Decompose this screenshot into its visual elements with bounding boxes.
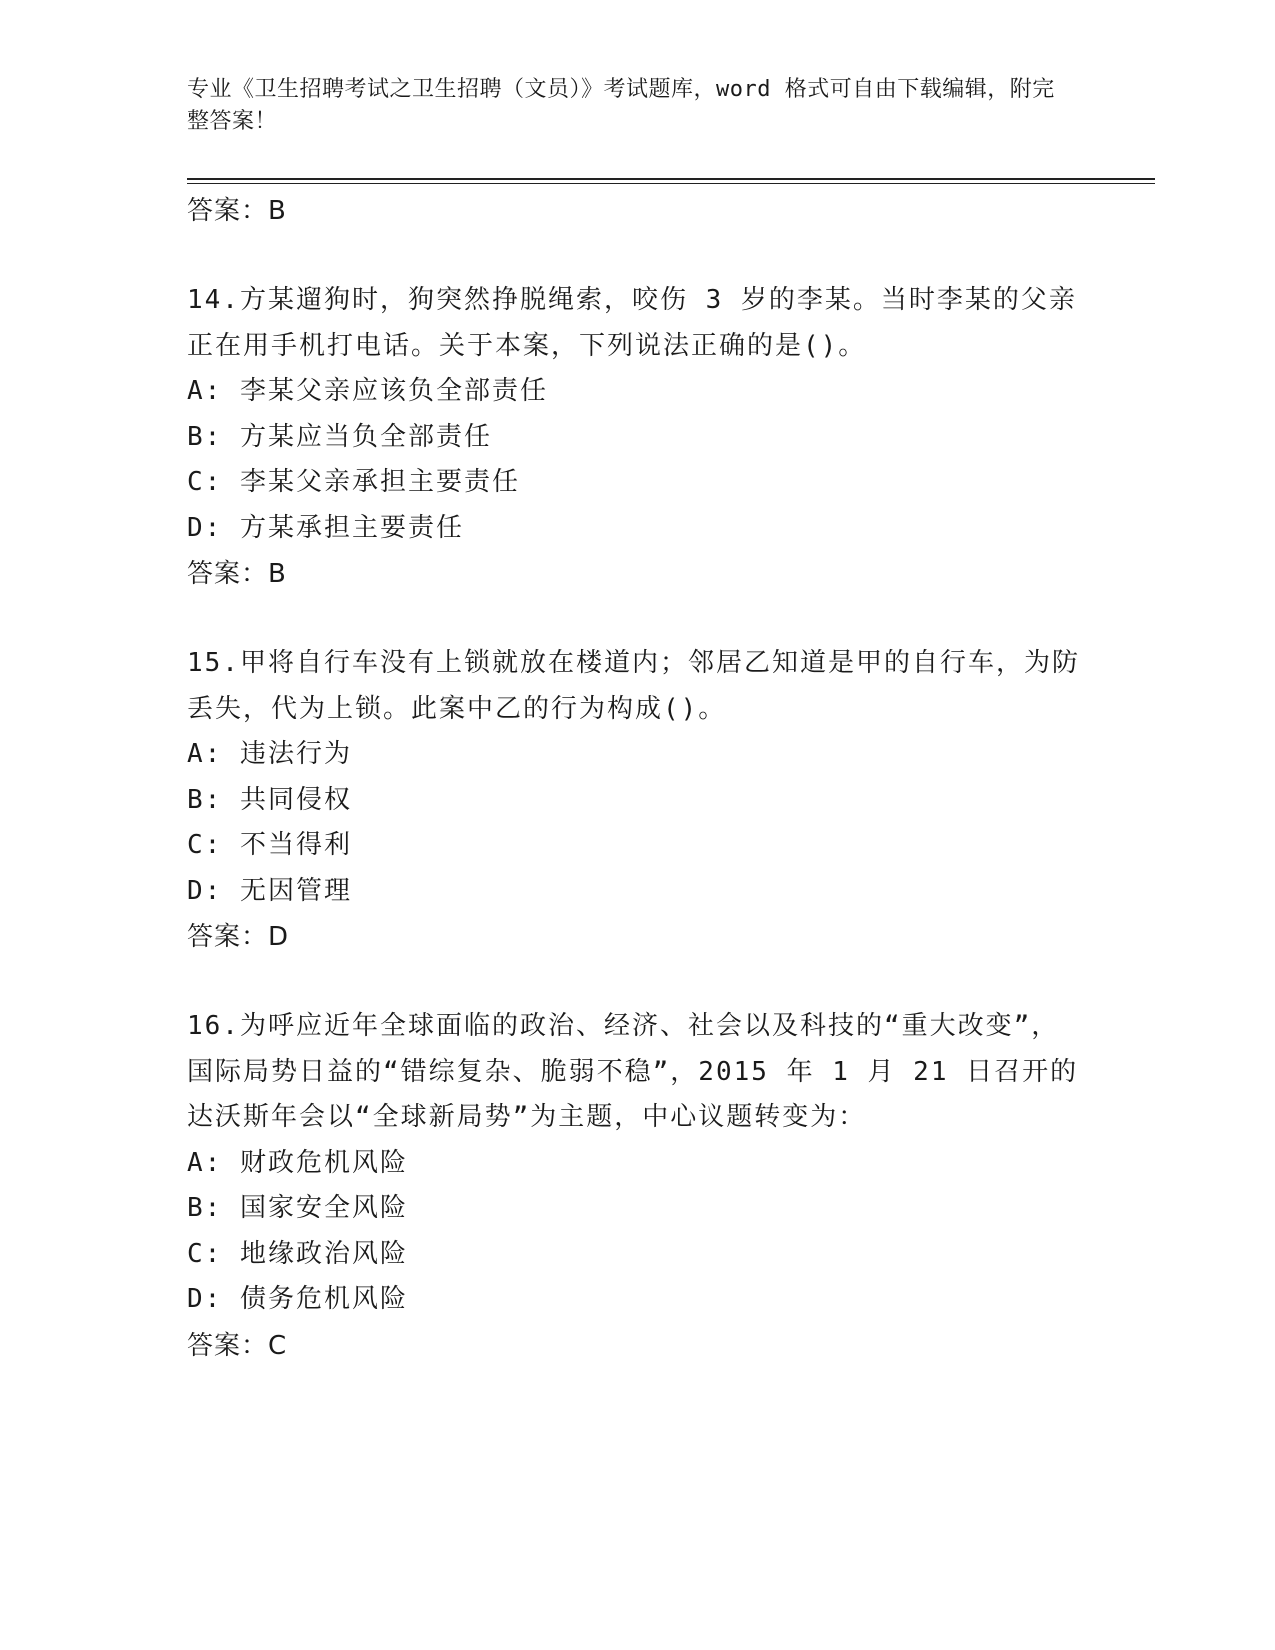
option-b: B: 方某应当负全部责任: [187, 421, 492, 452]
question-text: 15.甲将自行车没有上锁就放在楼道内；邻居乙知道是甲的自行车，为防丢失，代为上锁。此案中乙的行为构成()。: [187, 648, 1080, 724]
answer-line: 答案：D: [187, 922, 290, 952]
answer-line: 答案：B: [187, 196, 287, 226]
question-text: 16.为呼应近年全球面临的政治、经济、社会以及科技的“重大改变”，国际局势日益的“错综复杂、脆弱不稳”，2015 年 1 月 21 日召开的达沃斯年会以“全球新局势”为主题，中心议题转变为：: [187, 1011, 1079, 1132]
option-c: C: 不当得利: [187, 830, 352, 860]
question-item: [187, 641, 1087, 960]
question-item: [187, 278, 1087, 597]
question-list: [187, 188, 1087, 1369]
option-c: C: 李某父亲承担主要责任: [187, 467, 520, 497]
option-a: A: 违法行为: [187, 739, 352, 769]
question-text: 14.方某遛狗时，狗突然挣脱绳索，咬伤 3 岁的李某。当时李某的父亲正在用手机打电话。关于本案，下列说法正确的是()。: [187, 285, 1077, 361]
option-d: D: 方某承担主要责任: [187, 512, 464, 543]
option-b: B: 国家安全风险: [187, 1193, 408, 1223]
option-a: A: 财政危机风险: [187, 1147, 408, 1178]
option-a: A: 李某父亲应该负全部责任: [187, 376, 548, 406]
option-b: B: 共同侵权: [187, 784, 352, 815]
question-item: [187, 1004, 1087, 1369]
option-d: D: 债务危机风险: [187, 1284, 408, 1314]
document-header: 专业《卫生招聘考试之卫生招聘（文员）》考试题库，word 格式可自由下载编辑，附完整答案！: [187, 77, 1055, 134]
answer-line: 答案：C: [187, 1330, 288, 1361]
option-d: D: 无因管理: [187, 875, 352, 906]
option-c: C: 地缘政治风险: [187, 1238, 408, 1269]
header-rule-thin: [187, 183, 1155, 184]
header-rule-thick: [187, 178, 1155, 180]
answer-line: 答案：B: [187, 559, 287, 589]
